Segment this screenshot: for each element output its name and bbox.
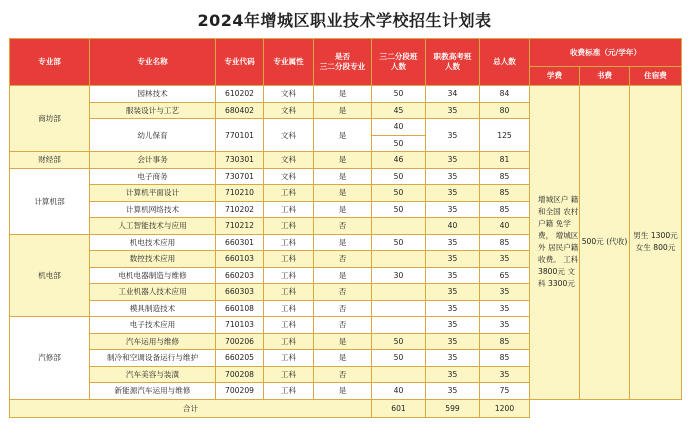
dept-cell: 机电部 [10,234,90,317]
dorm-fee: 男生 1300元 女生 800元 [630,86,682,400]
dept-cell: 计算机部 [10,168,90,234]
n-gk: 35 [426,267,480,284]
major-name: 园林技术 [90,86,216,103]
total-row [10,399,682,417]
header-name: 专业名称 [90,39,216,86]
row-total: 85 [480,234,530,251]
total-n-3-2: 601 [372,399,426,417]
page-title: 2024年增城区职业技术学校招生计划表 [197,11,492,30]
header-is-3-2: 是否 三二分段专业 [314,39,372,86]
is-3-2: 是 [314,333,372,350]
major-name: 汽车美容与装潢 [90,366,216,383]
major-code: 700208 [216,366,264,383]
major-name: 机电技术应用 [90,234,216,251]
major-attr: 工科 [264,234,314,251]
major-code: 660103 [216,251,264,268]
total-n-gk: 599 [426,399,480,417]
row-total: 35 [480,284,530,301]
total-label: 合计 [10,399,372,417]
major-name: 工业机器人技术应用 [90,284,216,301]
major-attr: 文科 [264,86,314,103]
row-total: 35 [480,366,530,383]
header-code: 专业代码 [216,39,264,86]
major-code: 700209 [216,383,264,400]
major-name: 电机电器制造与维修 [90,267,216,284]
total-all: 1200 [480,399,530,417]
n-gk: 35 [426,201,480,218]
major-code: 660108 [216,300,264,317]
major-attr: 工科 [264,366,314,383]
n-3-2: 45 [372,102,426,119]
major-attr: 工科 [264,333,314,350]
n-gk: 35 [426,383,480,400]
n-gk: 35 [426,251,480,268]
is-3-2: 否 [314,317,372,334]
header-dorm: 住宿费 [630,67,682,86]
n-gk: 35 [426,350,480,367]
major-code: 730301 [216,152,264,169]
major-code: 710103 [216,317,264,334]
major-name: 会计事务 [90,152,216,169]
n-3-2 [372,300,426,317]
major-code: 610202 [216,86,264,103]
major-name: 计算机平面设计 [90,185,216,202]
is-3-2: 是 [314,185,372,202]
major-name: 人工智能技术与应用 [90,218,216,235]
is-3-2: 否 [314,218,372,235]
n-3-2 [372,284,426,301]
n-gk: 35 [426,102,480,119]
major-code: 660203 [216,267,264,284]
header-attr: 专业属性 [264,39,314,86]
row-total: 40 [480,218,530,235]
is-3-2: 是 [314,383,372,400]
major-attr: 文科 [264,102,314,119]
major-name: 电子商务 [90,168,216,185]
is-3-2: 是 [314,350,372,367]
major-code: 710210 [216,185,264,202]
is-3-2: 是 [314,152,372,169]
is-3-2: 是 [314,168,372,185]
is-3-2: 是 [314,234,372,251]
n-gk: 35 [426,366,480,383]
dept-cell: 商坊部 [10,86,90,152]
dept-cell: 财经部 [10,152,90,169]
n-gk: 35 [426,284,480,301]
major-attr: 工科 [264,218,314,235]
dept-cell: 汽修部 [10,317,90,400]
major-attr: 文科 [264,152,314,169]
header-tuition: 学费 [530,67,580,86]
row-total: 85 [480,350,530,367]
major-attr: 工科 [264,383,314,400]
major-attr: 文科 [264,119,314,152]
major-code: 660301 [216,234,264,251]
major-attr: 工科 [264,201,314,218]
major-code: 700206 [216,333,264,350]
is-3-2: 是 [314,102,372,119]
is-3-2: 是 [314,201,372,218]
tuition-fee: 增城区户 籍和全国 农村户籍 免学费， 增城区外 居民户籍 收费。 工科 3800元 文科 3300元 [530,86,580,400]
header-n-3-2: 三二分段班 人数 [372,39,426,86]
n-3-2: 50 [372,350,426,367]
is-3-2: 否 [314,284,372,301]
is-3-2: 否 [314,300,372,317]
is-3-2: 否 [314,251,372,268]
header-total: 总人数 [480,39,530,86]
major-attr: 工科 [264,300,314,317]
n-gk: 34 [426,86,480,103]
major-code: 680402 [216,102,264,119]
n-gk: 35 [426,185,480,202]
n-gk: 35 [426,168,480,185]
major-code: 710212 [216,218,264,235]
row-total: 35 [480,317,530,334]
n-3-2: 50 [372,86,426,103]
n-3-2 [372,218,426,235]
major-attr: 工科 [264,267,314,284]
major-code: 660205 [216,350,264,367]
major-name: 幼儿保育 [90,119,216,152]
n-3-2 [372,251,426,268]
header-dept: 专业部 [10,39,90,86]
major-attr: 工科 [264,350,314,367]
row-total: 85 [480,185,530,202]
major-code: 660303 [216,284,264,301]
row-total: 35 [480,300,530,317]
n-3-2: 40 [372,383,426,400]
major-attr: 文科 [264,168,314,185]
major-attr: 工科 [264,251,314,268]
n-3-2 [372,317,426,334]
n-gk: 35 [426,333,480,350]
major-attr: 工科 [264,317,314,334]
n-3-2: 50 [372,135,426,152]
n-3-2: 50 [372,168,426,185]
is-3-2: 否 [314,366,372,383]
major-name: 汽车运用与维修 [90,333,216,350]
major-code: 710202 [216,201,264,218]
row-total: 35 [480,251,530,268]
n-3-2 [372,366,426,383]
n-3-2: 50 [372,234,426,251]
book-fee: 500元 (代收) [580,86,630,400]
row-total: 81 [480,152,530,169]
n-gk: 35 [426,234,480,251]
row-total: 75 [480,383,530,400]
major-name: 数控技术应用 [90,251,216,268]
n-3-2: 50 [372,201,426,218]
n-3-2: 40 [372,119,426,136]
major-name: 服装设计与工艺 [90,102,216,119]
n-3-2: 46 [372,152,426,169]
n-3-2: 50 [372,333,426,350]
major-attr: 工科 [264,284,314,301]
row-total: 85 [480,201,530,218]
enrollment-plan-table [9,38,682,418]
is-3-2: 是 [314,86,372,103]
major-code: 730701 [216,168,264,185]
header-n-gk: 职教高考班 人数 [426,39,480,86]
n-gk: 35 [426,152,480,169]
row-total: 85 [480,168,530,185]
n-3-2: 50 [372,185,426,202]
major-name: 新能源汽车运用与维修 [90,383,216,400]
is-3-2: 是 [314,267,372,284]
major-name: 计算机网络技术 [90,201,216,218]
n-gk: 35 [426,317,480,334]
row-total: 84 [480,86,530,103]
header-books: 书费 [580,67,630,86]
n-gk: 35 [426,300,480,317]
is-3-2: 是 [314,119,372,152]
major-name: 模具制造技术 [90,300,216,317]
major-name: 电子技术应用 [90,317,216,334]
row-total: 85 [480,333,530,350]
major-attr: 工科 [264,185,314,202]
table-row [10,86,682,103]
n-gk: 40 [426,218,480,235]
header-fee-group: 收费标准（元/学年） [530,39,682,67]
major-code: 770101 [216,119,264,152]
row-total: 65 [480,267,530,284]
row-total: 80 [480,102,530,119]
n-gk: 35 [426,119,480,152]
row-total: 125 [480,119,530,152]
n-3-2: 30 [372,267,426,284]
major-name: 制冷和空调设备运行与维护 [90,350,216,367]
